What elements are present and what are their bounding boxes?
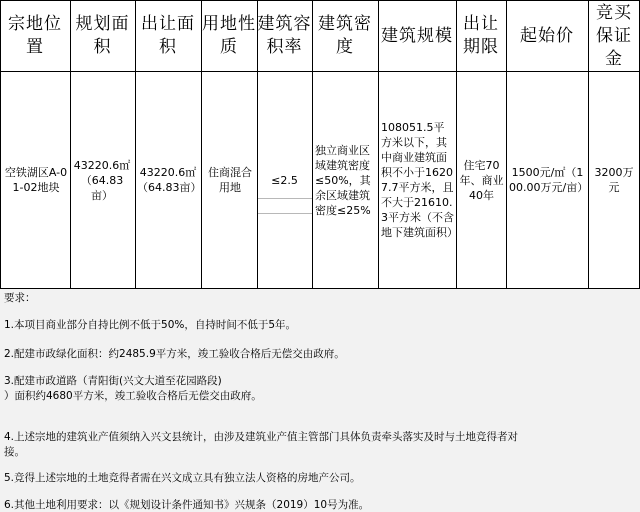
grid-line [258,213,312,214]
grid-line [135,0,136,288]
header-deposit: 竞买保证金 [596,2,632,69]
requirement-item: 3.配建市政道路（青阳街(兴文大道至花园路段) [4,375,222,387]
cell-density: 独立商业区域建筑密度≤50%，其余区域建筑密度≤25% [315,143,371,217]
cell-start-price: 1500元/㎡（100.00万元/亩） [509,166,589,194]
cell-planned-area: 43220.6㎡（64.83亩） [73,158,131,202]
cell-land-use: 住商混合用地 [208,166,252,194]
requirement-item: 2.配建市政绿化面积：约2485.9平方米，竣工验收合格后无偿交由政府。 [4,348,345,360]
grid-line [201,0,202,288]
grid-line [70,0,71,288]
header-land-use: 用地性质 [202,14,256,57]
grid-line [378,0,379,288]
requirement-item: 5.竞得上述宗地的土地竞得者需在兴文成立具有独立法人资格的房地产公司。 [4,472,361,484]
requirements-title: 要求： [4,292,36,304]
requirement-item: 1.本项目商业部分自持比例不低于50%，自持时间不低于5年。 [4,319,297,331]
requirement-item: 接。 [4,446,25,458]
grid-line [588,0,589,288]
header-transfer-area: 出让面积 [141,14,195,57]
cell-deposit: 3200万元 [594,166,634,194]
grid-line [0,71,640,72]
header-location: 宗地位置 [8,14,62,57]
header-start-price: 起始价 [520,25,574,46]
grid-line [0,288,640,289]
header-density: 建筑密度 [318,14,372,57]
grid-line [312,0,313,288]
grid-line [456,0,457,288]
cell-scale: 108051.5平方米以下，其中商业建筑面积不小于16207.7平方米，且不大于21610.3平方米（不含地下建筑面积） [381,121,458,239]
header-term: 出让期限 [463,14,499,57]
header-planned-area: 规划面积 [75,14,130,57]
header-scale: 建筑规模 [381,25,453,46]
header-far: 建筑容积率 [257,14,312,57]
grid-line [0,0,1,288]
grid-line [258,198,312,199]
grid-line [0,0,640,1]
cell-far: ≤2.5 [271,173,298,187]
requirement-item: ）面积约4680平方米，竣工验收合格后无偿交由政府。 [4,390,262,402]
requirement-item: 4.上述宗地的建筑业产值须纳入兴文县统计，由涉及建筑业产值主管部门具体负责牵头落实及时与土地竞得者对 [4,431,519,443]
cell-transfer-area: 43220.6㎡（64.83亩） [137,166,202,194]
cell-location: 空铁湖区A-01-02地块 [4,166,68,194]
grid-line [506,0,507,288]
cell-term: 住宅70年、商业40年 [459,158,504,202]
requirement-item: 6.其他土地利用要求：以《规划设计条件通知书》兴规条（2019）10号为准。 [4,499,370,511]
grid-line [257,0,258,288]
